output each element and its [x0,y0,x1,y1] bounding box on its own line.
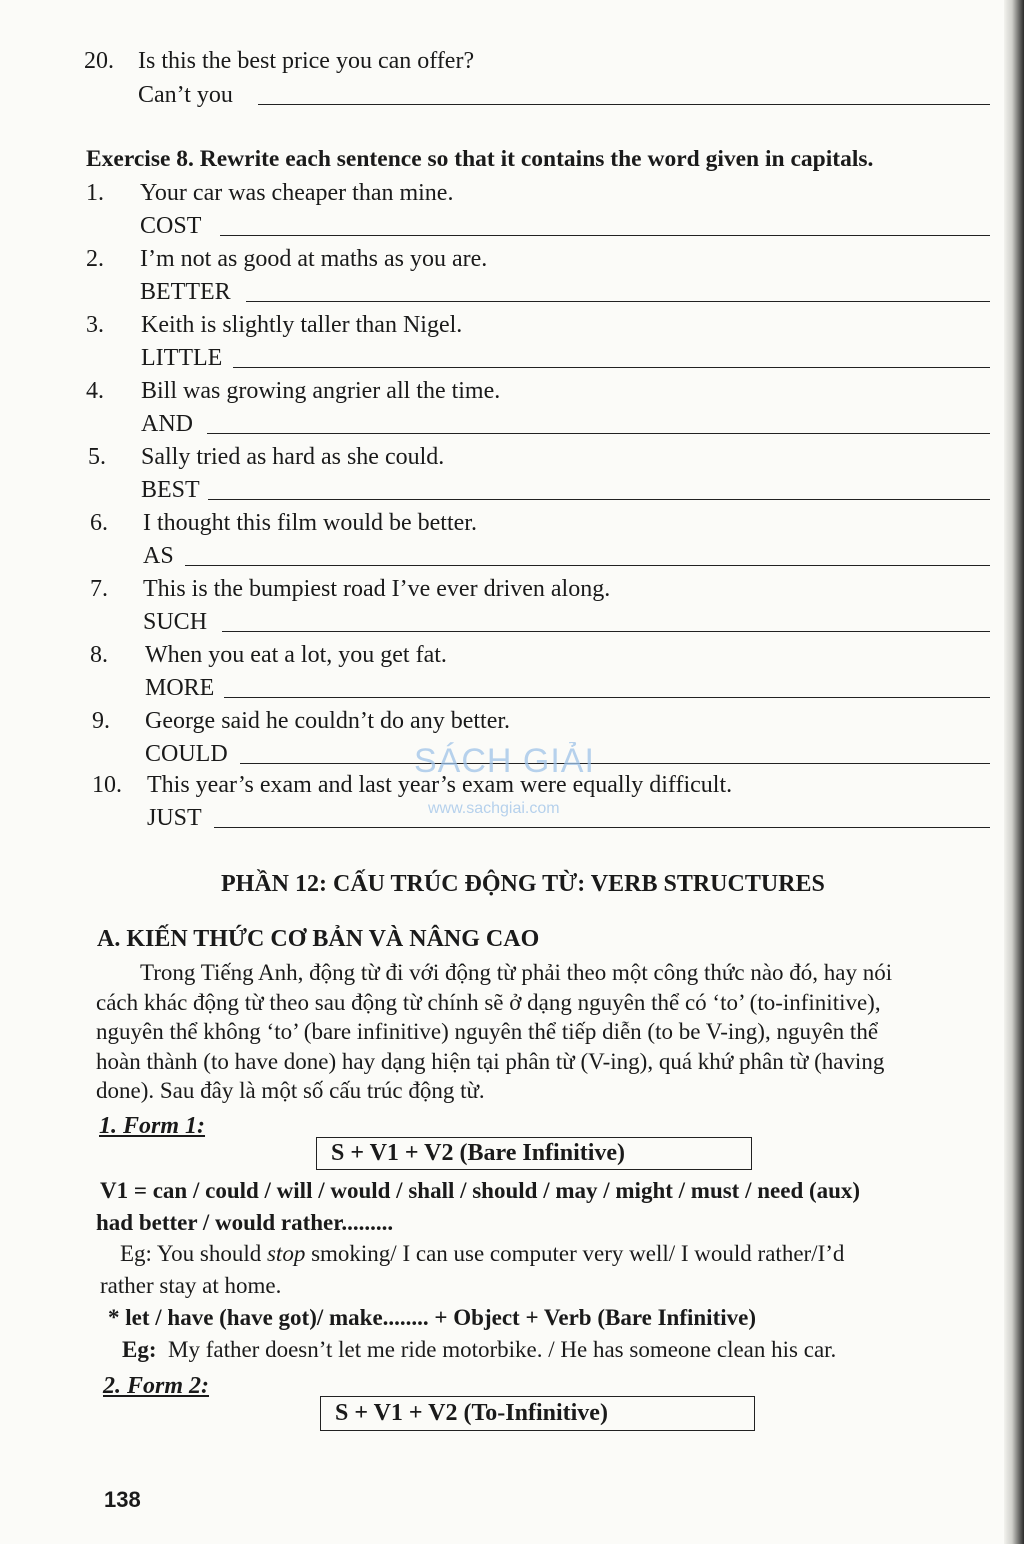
page-edge-shadow [1004,0,1024,1544]
form-2-heading: 2. Form 2: [103,1373,210,1399]
form-1-example-italic: stop [266,1241,306,1266]
section-a-heading: A. KIẾN THỨC CƠ BẢN VÀ NÂNG CAO [97,926,540,952]
part-title: PHẦN 12: CẤU TRÚC ĐỘNG TỪ: VERB STRUCTURES [221,871,825,897]
exercise-item-9-sentence: George said he couldn’t do any better. [145,708,511,734]
exercise-item-8-answer-line [224,697,990,698]
exercise-item-9-answer-line [240,763,990,764]
exercise-item-10-answer-line [214,827,990,828]
exercise-item-1-answer-line [220,235,990,236]
exercise-item-7-number: 7. [90,576,108,602]
exercise-item-2-sentence: I’m not as good at maths as you are. [140,246,488,272]
form-1-example-start: Eg: You should [120,1241,267,1266]
intro-line-2: cách khác động từ theo sau động từ chính sẽ ở dạng nguyên thể có ‘to’ (to-infinitive), [96,989,881,1015]
exercise-item-10-number: 10. [92,772,122,798]
example-text: My father doesn’t let me ride motorbike. / He has someone clean his car. [168,1337,837,1362]
page-number: 138 [104,1487,141,1512]
exercise-item-9-keyword: COULD [145,741,228,767]
form-2-formula-box: S + V1 + V2 (To-Infinitive) [320,1396,755,1431]
item-20-answer-line [258,104,990,105]
exercise-item-4-number: 4. [86,378,104,404]
form-1-example [120,1241,844,1267]
watermark-url: www.sachgiai.com [428,800,560,817]
exercise-item-9-number: 9. [92,708,110,734]
exercise-item-6-sentence: I thought this film would be better. [143,510,477,536]
exercise-item-6-number: 6. [90,510,108,536]
exercise-item-7-answer-line [222,631,990,632]
exercise-item-8-keyword: MORE [145,675,215,701]
item-20-number: 20. [84,48,114,74]
exercise-item-5-answer-line [208,499,990,500]
exercise-item-1-keyword: COST [140,213,202,239]
exercise-item-7-sentence: This is the bumpiest road I’ve ever driven along. [143,576,611,602]
form-1-example-rest: smoking/ I can use computer very well/ I would rather/I’d [305,1241,845,1266]
exercise-item-3-sentence: Keith is slightly taller than Nigel. [141,312,463,338]
intro-line-5: done). Sau đây là một số cấu trúc động từ. [96,1078,485,1103]
exercise-item-4-answer-line [207,433,990,434]
watermark-brand: SÁCH GIẢI [414,742,595,780]
exercise-item-3-answer-line [233,367,990,368]
exercise-item-8-sentence: When you eat a lot, you get fat. [145,642,447,668]
exercise-item-4-keyword: AND [141,411,193,437]
exercise-item-10-sentence: This year’s exam and last year’s exam were equally difficult. [147,772,733,798]
form-1-v1-list-cont: had better / would rather......... [96,1210,394,1235]
let-have-make-rule: * let / have (have got)/ make........ + Object + Verb (Bare Infinitive) [108,1305,756,1330]
intro-line-4: hoàn thành (to have done) hay dạng hiện tại phân từ (V-ing), quá khứ phân từ (having [96,1048,885,1074]
exercise-item-2-keyword: BETTER [140,279,231,305]
exercise-item-3-number: 3. [86,312,104,338]
form-1-formula-box: S + V1 + V2 (Bare Infinitive) [316,1137,752,1170]
exercise-item-4-sentence: Bill was growing angrier all the time. [141,378,501,404]
let-have-make-example [122,1337,836,1363]
exercise-8-title: Exercise 8. Rewrite each sentence so that it contains the word given in capitals. [86,146,874,172]
exercise-item-1-sentence: Your car was cheaper than mine. [140,180,454,206]
exercise-item-8-number: 8. [90,642,108,668]
form-1-heading: 1. Form 1: [99,1113,206,1139]
exercise-item-1-number: 1. [86,180,104,206]
form-1-example-cont: rather stay at home. [100,1273,282,1298]
intro-line-1: Trong Tiếng Anh, động từ đi với động từ phải theo một công thức nào đó, hay nói [140,960,893,985]
exercise-item-5-number: 5. [88,444,106,470]
exercise-item-7-keyword: SUCH [143,609,208,635]
exercise-item-5-keyword: BEST [141,477,200,503]
exercise-item-2-number: 2. [86,246,104,272]
exercise-item-5-sentence: Sally tried as hard as she could. [141,444,445,470]
item-20-prompt: Can’t you [138,82,233,108]
intro-line-3: nguyên thể không ‘to’ (bare infinitive) nguyên thể tiếp diễn (to be V-ing), nguyên thể [96,1019,879,1044]
example-label: Eg: [122,1337,157,1362]
exercise-item-6-answer-line [185,565,990,566]
exercise-item-10-keyword: JUST [147,805,202,831]
item-20-sentence: Is this the best price you can offer? [138,48,475,74]
exercise-item-6-keyword: AS [143,543,174,569]
exercise-item-2-answer-line [246,301,990,302]
form-1-v1-list: V1 = can / could / will / would / shall / should / may / might / must / need (aux) [100,1178,861,1203]
exercise-item-3-keyword: LITTLE [141,345,223,371]
intro-paragraph [96,958,996,1106]
